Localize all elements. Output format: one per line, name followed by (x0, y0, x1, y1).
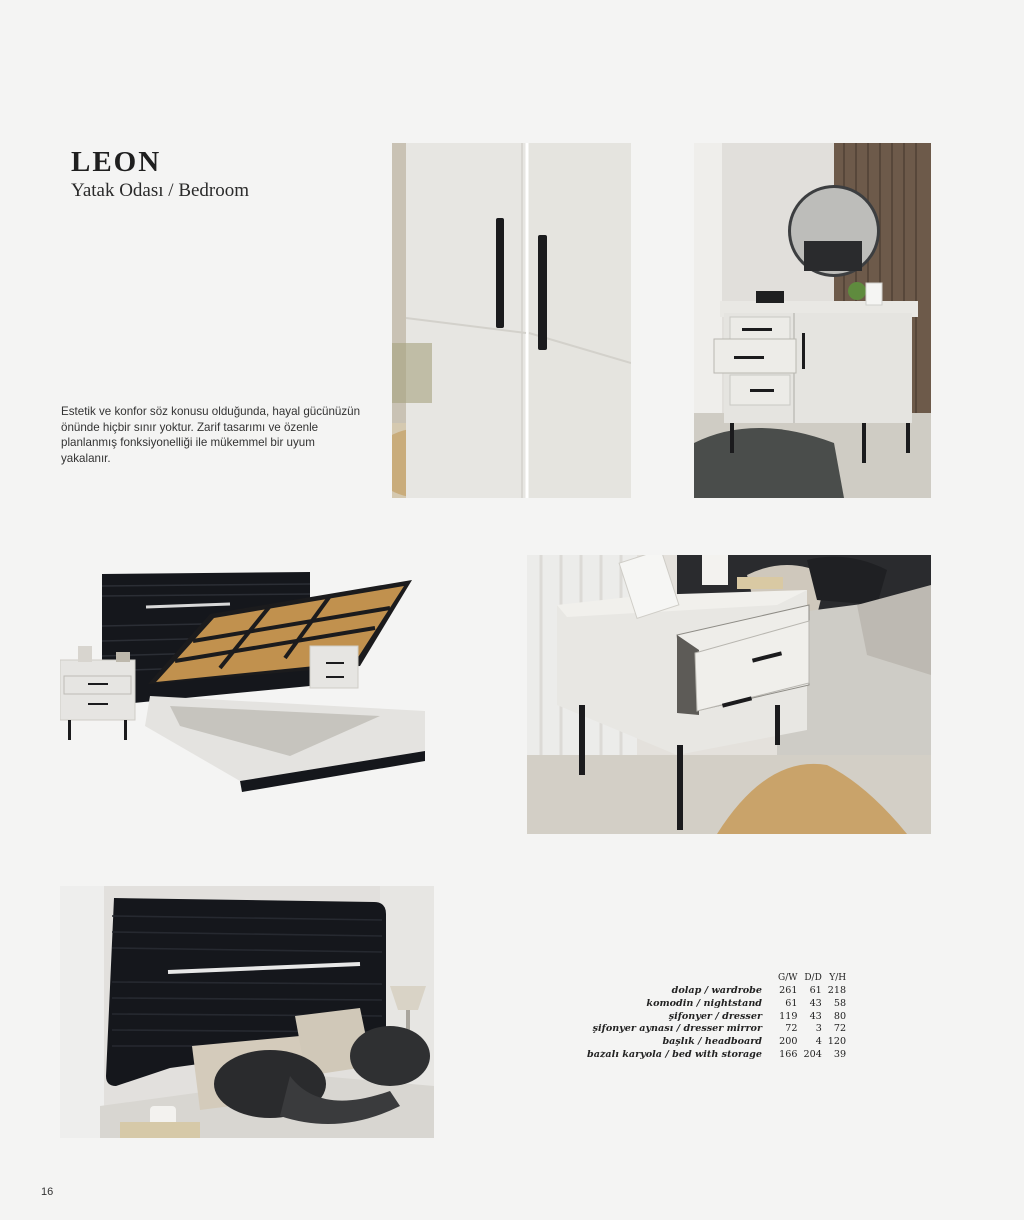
item-label: başlık / headboard (662, 1036, 762, 1048)
table-row (560, 1036, 846, 1049)
headboard-photo (60, 886, 434, 1138)
table-row (560, 985, 846, 998)
item-width: 119 (779, 1010, 798, 1022)
dimensions-header-row (560, 973, 846, 985)
item-height: 80 (833, 1010, 847, 1022)
wardrobe-photo (392, 143, 631, 498)
item-width: 61 (785, 997, 798, 1009)
item-depth: 43 (809, 1010, 822, 1022)
dimensions-table (560, 973, 860, 1062)
item-label: şifonyer / dresser (668, 1010, 762, 1022)
item-depth: 61 (809, 985, 822, 996)
bed-with-storage-photo (60, 556, 440, 801)
item-label: şifonyer aynası / dresser mirror (592, 1023, 762, 1035)
page-subtitle: Yatak Odası / Bedroom (71, 180, 250, 201)
page-number: 16 (41, 1186, 54, 1198)
item-width: 166 (779, 1048, 798, 1060)
column-width-header: G/W (778, 973, 798, 983)
table-row (560, 1049, 846, 1062)
table-row (560, 998, 846, 1011)
item-height: 218 (827, 985, 847, 996)
table-row (560, 1011, 846, 1024)
description-text: Estetik ve konfor söz konusu olduğunda, hayal gücünüzün önünde hiçbir sınır yoktur. Zarif tasarımı ve özenle planlanmış fonksiyonelliği ile mükemmel bir uyum yakalanır. (61, 405, 361, 465)
item-label: dolap / wardrobe (671, 985, 762, 996)
item-label: komodin / nightstand (646, 997, 762, 1009)
item-label: bazalı karyola / bed with storage (587, 1048, 762, 1060)
column-height-header: Y/H (829, 973, 847, 983)
item-height: 120 (827, 1036, 847, 1048)
dresser-photo (694, 143, 931, 498)
item-depth: 204 (803, 1048, 822, 1060)
item-width: 200 (779, 1036, 798, 1048)
item-height: 39 (833, 1048, 847, 1060)
item-depth: 4 (815, 1036, 822, 1048)
table-row (560, 1023, 846, 1036)
item-height: 72 (833, 1023, 847, 1035)
item-depth: 3 (815, 1023, 822, 1035)
item-width: 72 (785, 1023, 798, 1035)
item-height: 58 (833, 997, 847, 1009)
page-title: LEON (71, 146, 162, 178)
item-width: 261 (779, 985, 798, 996)
column-depth-header: D/D (804, 973, 822, 983)
item-depth: 43 (809, 997, 822, 1009)
nightstand-photo (527, 555, 931, 834)
